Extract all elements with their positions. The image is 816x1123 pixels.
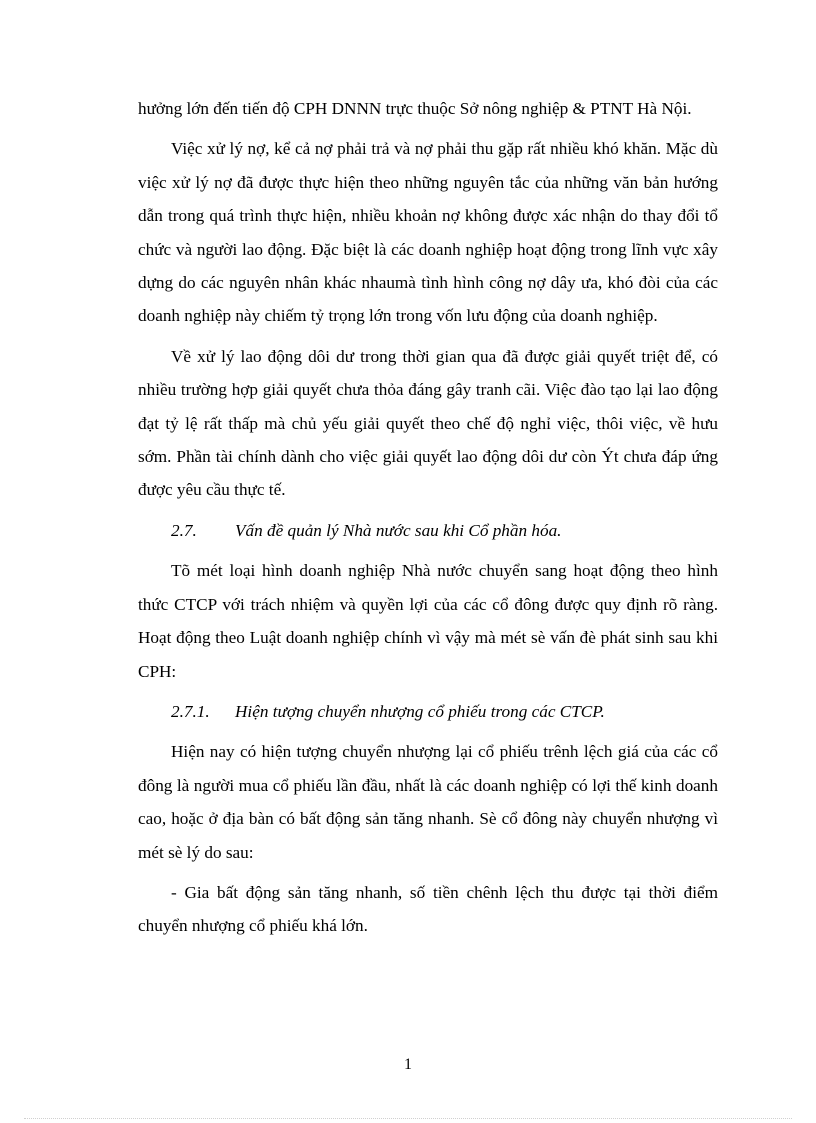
paragraph-share-transfer: Hiện nay có hiện tượng chuyển nhượng lại cổ phiếu trênh lệch giá của các cổ đông là người mua cổ phiếu lần đầu, nhất là các doanh nghiệp có lợi thế kinh doanh cao, hoặc ở địa bàn có bất động sản tăng nhanh. Sè cổ đông này chuyển nhượng vì mét sè lý do sau:: [138, 742, 718, 862]
document-body: [138, 92, 718, 950]
section-title: Hiện tượng chuyển nhượng cổ phiếu trong các CTCP.: [235, 701, 605, 721]
section-number: 2.7.: [171, 520, 197, 540]
page-bottom-divider: [24, 1118, 792, 1119]
paragraph-surplus-labor: Về xử lý lao động dôi dư trong thời gian qua đã được giải quyết triệt để, có nhiều trường hợp giải quyết chưa thỏa đáng gây tranh cãi. Việc đào tạo lại lao động đạt tỷ lệ rất thấp mà chủ yếu giải quyết theo chế độ nghỉ việc, thôi việc, về hưu sớm. Phần tài chính dành cho việc giải quyết lao động dôi dư còn Ýt chưa đáp ứng được yêu cầu thực tế.: [138, 346, 718, 500]
section-heading-2-7: [138, 514, 718, 547]
bullet-item-real-estate: - Gia bất động sản tăng nhanh, số tiền chênh lệch thu được tại thời điểm chuyển nhượng cổ phiếu khá lớn.: [138, 882, 718, 936]
page-number: 1: [404, 1056, 412, 1073]
section-title: Vấn đề quản lý Nhà nước sau khi Cổ phần hóa.: [235, 520, 562, 540]
section-number: 2.7.1.: [171, 701, 210, 721]
section-heading-2-7-1: [138, 695, 718, 728]
paragraph-debt-handling: Việc xử lý nợ, kể cả nợ phải trả và nợ phải thu gặp rất nhiều khó khăn. Mặc dù việc xử lý nợ đã được thực hiện theo những nguyên tắc của những văn bản hướng dẫn trong quá trình thực hiện, nhiều khoản nợ không được xác nhận do thay đổi tổ chức và người lao động. Đặc biệt là các doanh nghiệp hoạt động trong lĩnh vực xây dựng do các nguyên nhân khác nhaumà tình hình công nợ dây ưa, khó đòi của các doanh nghiệp này chiếm tỷ trọng lớn trong vốn lưu động của doanh nghiệp.: [138, 139, 718, 326]
paragraph-continuation: hưởng lớn đến tiến độ CPH DNNN trực thuộc Sở nông nghiệp & PTNT Hà Nội.: [138, 99, 692, 118]
paragraph-ctcp-intro: Tõ mét loại hình doanh nghiệp Nhà nước chuyển sang hoạt động theo hình thức CTCP với trách nhiệm và quyền lợi của các cổ đông được quy định rõ ràng. Hoạt động theo Luật doanh nghiệp chính vì vậy mà mét sè vấn đè phát sinh sau khi CPH:: [138, 561, 718, 681]
